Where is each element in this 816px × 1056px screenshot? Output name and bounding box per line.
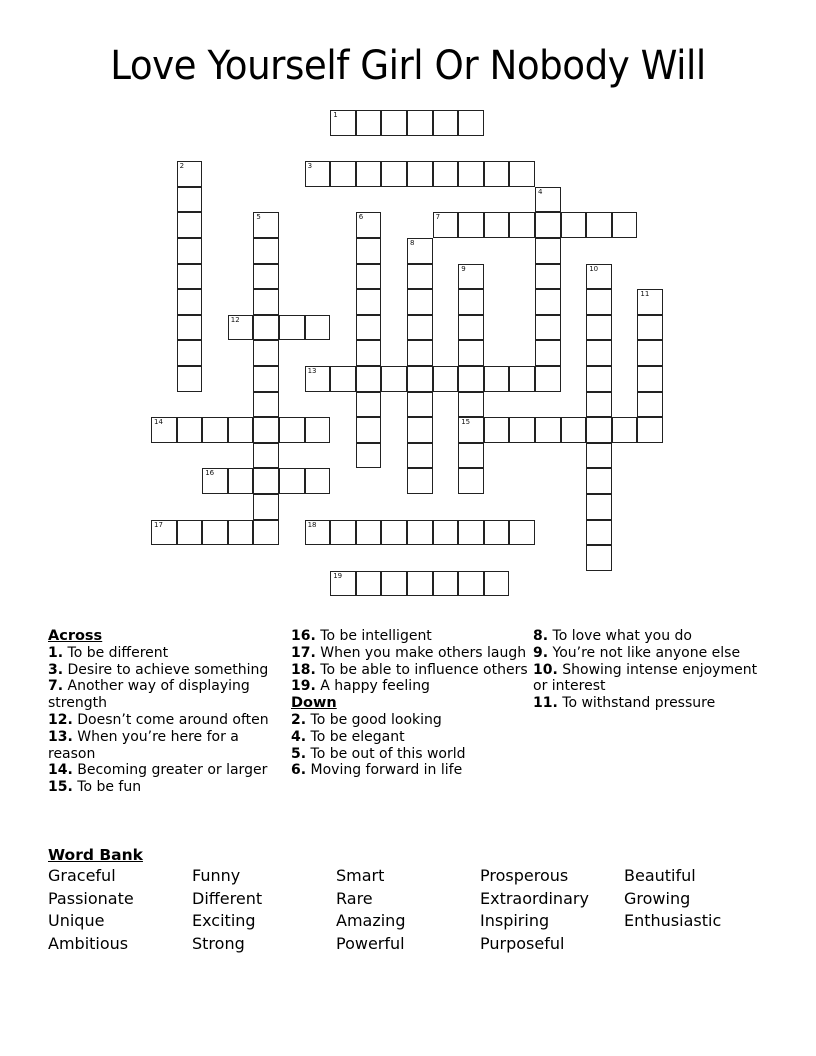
grid-cell[interactable] bbox=[356, 520, 382, 546]
grid-cell[interactable] bbox=[535, 238, 561, 264]
grid-cell[interactable] bbox=[433, 110, 459, 136]
grid-cell[interactable] bbox=[253, 238, 279, 264]
grid-cell[interactable] bbox=[330, 366, 356, 392]
clue-number: 18. bbox=[291, 661, 316, 678]
grid-cell[interactable] bbox=[458, 161, 484, 187]
clue-text: When you make others laugh bbox=[320, 644, 527, 661]
grid-cell[interactable] bbox=[612, 417, 638, 443]
clue-text: To be different bbox=[67, 644, 169, 661]
clues-column-1 bbox=[48, 628, 284, 796]
grid-cell[interactable] bbox=[458, 520, 484, 546]
word-bank-word: Beautiful bbox=[624, 866, 696, 885]
grid-cell[interactable] bbox=[305, 161, 331, 187]
grid-cell[interactable] bbox=[305, 366, 331, 392]
word-bank-word: Strong bbox=[192, 933, 245, 953]
word-bank-word: Inspiring bbox=[480, 911, 550, 931]
grid-cell[interactable] bbox=[177, 520, 203, 546]
cell-number: 8 bbox=[410, 239, 415, 247]
cell-number: 14 bbox=[154, 418, 163, 427]
grid-cell[interactable] bbox=[356, 366, 382, 392]
cell-number: 11 bbox=[640, 290, 650, 299]
grid-cell[interactable] bbox=[458, 340, 484, 366]
clue-text: To be able to influence others bbox=[320, 661, 528, 678]
clue-text: Showing intense enjoyment or interest bbox=[533, 661, 758, 695]
grid-cell[interactable] bbox=[509, 417, 535, 443]
clues-column-3 bbox=[533, 628, 773, 712]
clue-across-16 bbox=[291, 628, 529, 645]
grid-cell[interactable] bbox=[586, 443, 612, 469]
cell-number: 2 bbox=[179, 162, 185, 171]
cell-number: 16 bbox=[205, 469, 215, 478]
grid-cell[interactable] bbox=[253, 392, 279, 418]
grid-cell[interactable] bbox=[407, 315, 433, 341]
grid-cell[interactable] bbox=[407, 340, 433, 366]
grid-cell[interactable] bbox=[586, 366, 612, 392]
grid-cell[interactable] bbox=[228, 520, 254, 546]
grid-cell[interactable] bbox=[228, 417, 254, 443]
cell-number: 13 bbox=[307, 367, 317, 375]
cell-number: 5 bbox=[256, 213, 261, 222]
grid-cell[interactable] bbox=[177, 238, 203, 264]
grid-cell[interactable] bbox=[586, 289, 612, 315]
grid-cell[interactable] bbox=[381, 161, 407, 187]
grid-cell[interactable] bbox=[535, 340, 561, 366]
clue-number: 16. bbox=[291, 628, 316, 644]
word-bank-word: Extraordinary bbox=[480, 888, 589, 908]
word-bank-heading: Word Bank bbox=[48, 846, 143, 864]
grid-cell[interactable] bbox=[253, 289, 279, 315]
grid-cell[interactable] bbox=[458, 468, 484, 494]
grid-cell[interactable] bbox=[279, 315, 305, 341]
grid-cell[interactable] bbox=[407, 238, 433, 264]
clue-text: Moving forward in life bbox=[310, 762, 463, 779]
grid-cell[interactable] bbox=[586, 340, 612, 366]
grid-cell[interactable] bbox=[253, 366, 279, 392]
grid-cell[interactable] bbox=[433, 366, 459, 392]
clue-down-9 bbox=[533, 645, 773, 662]
word-bank-word: Passionate bbox=[48, 888, 134, 908]
clue-text: Desire to achieve something bbox=[67, 661, 269, 678]
word-bank bbox=[48, 845, 788, 955]
grid-cell[interactable] bbox=[253, 494, 279, 520]
grid-cell[interactable] bbox=[484, 161, 510, 187]
grid-cell[interactable] bbox=[253, 340, 279, 366]
grid-cell[interactable] bbox=[586, 494, 612, 520]
grid-cell[interactable] bbox=[586, 468, 612, 494]
grid-cell[interactable] bbox=[381, 571, 407, 597]
clue-number: 12. bbox=[48, 711, 73, 728]
cell-number: 19 bbox=[333, 571, 343, 580]
grid-cell[interactable] bbox=[407, 289, 433, 315]
clue-text: When you’re here for a reason bbox=[48, 728, 239, 762]
grid-cell[interactable] bbox=[407, 443, 433, 469]
grid-cell[interactable] bbox=[356, 340, 382, 366]
grid-cell[interactable] bbox=[535, 417, 561, 443]
clue-number: 4. bbox=[291, 728, 307, 745]
grid-cell[interactable] bbox=[356, 443, 382, 469]
clue-across-15 bbox=[48, 779, 284, 796]
clue-text: To be fun bbox=[77, 779, 142, 796]
clue-down-8 bbox=[533, 628, 773, 645]
clue-number: 9. bbox=[533, 644, 549, 661]
clue-number: 5. bbox=[291, 745, 307, 762]
clue-number: 17. bbox=[291, 644, 316, 661]
down-heading: Down bbox=[291, 695, 337, 712]
grid-cell[interactable] bbox=[509, 161, 535, 187]
grid-cell[interactable] bbox=[330, 571, 356, 597]
grid-cell[interactable] bbox=[637, 366, 663, 392]
clue-across-14 bbox=[48, 762, 284, 779]
clue-number: 8. bbox=[533, 628, 549, 644]
grid-cell[interactable] bbox=[458, 571, 484, 597]
grid-cell[interactable] bbox=[484, 520, 510, 546]
word-bank-word: Amazing bbox=[336, 911, 406, 931]
cell-number: 3 bbox=[307, 162, 313, 171]
grid-cell[interactable] bbox=[177, 340, 203, 366]
grid-cell[interactable] bbox=[151, 417, 177, 443]
across-heading: Across bbox=[48, 628, 103, 644]
clue-down-5 bbox=[291, 746, 529, 763]
grid-cell[interactable] bbox=[356, 289, 382, 315]
grid-cell[interactable] bbox=[637, 289, 663, 315]
grid-cell[interactable] bbox=[509, 520, 535, 546]
cell-number: 12 bbox=[230, 315, 240, 324]
grid-cell[interactable] bbox=[535, 212, 561, 238]
grid-cell[interactable] bbox=[433, 571, 459, 597]
grid-cell[interactable] bbox=[637, 392, 663, 418]
clue-across-13 bbox=[48, 729, 284, 763]
cell-number: 17 bbox=[154, 520, 163, 529]
grid-cell[interactable] bbox=[356, 161, 382, 187]
word-bank-word: Rare bbox=[336, 888, 373, 908]
grid-cell[interactable] bbox=[305, 315, 331, 341]
grid-cell[interactable] bbox=[177, 161, 203, 187]
grid-cell[interactable] bbox=[407, 110, 433, 136]
grid-cell[interactable] bbox=[586, 315, 612, 341]
word-bank-word: Prosperous bbox=[480, 866, 569, 885]
grid-cell[interactable] bbox=[356, 212, 382, 238]
grid-cell[interactable] bbox=[458, 110, 484, 136]
word-bank-word: Funny bbox=[192, 866, 241, 885]
clue-text: Another way of displaying strength bbox=[48, 678, 250, 712]
clue-number: 14. bbox=[48, 762, 73, 779]
grid-cell[interactable] bbox=[484, 417, 510, 443]
grid-cell[interactable] bbox=[637, 417, 663, 443]
grid-cell[interactable] bbox=[407, 468, 433, 494]
clue-text: You’re not like anyone else bbox=[552, 644, 741, 661]
grid-cell[interactable] bbox=[484, 366, 510, 392]
grid-cell[interactable] bbox=[330, 520, 356, 546]
grid-cell[interactable] bbox=[586, 417, 612, 443]
clue-text: To be out of this world bbox=[310, 745, 466, 762]
page-title: Love Yourself Girl Or Nobody Will bbox=[110, 43, 706, 89]
grid-cell[interactable] bbox=[228, 468, 254, 494]
clue-across-19 bbox=[291, 678, 529, 695]
grid-cell[interactable] bbox=[535, 264, 561, 290]
word-bank-word: Purposeful bbox=[480, 933, 565, 953]
word-bank-word: Smart bbox=[336, 866, 385, 885]
grid-cell[interactable] bbox=[177, 187, 203, 213]
grid-cell[interactable] bbox=[458, 264, 484, 290]
grid-cell[interactable] bbox=[356, 110, 382, 136]
grid-cell[interactable] bbox=[177, 289, 203, 315]
grid-cell[interactable] bbox=[458, 392, 484, 418]
grid-cell[interactable] bbox=[586, 264, 612, 290]
grid-cell[interactable] bbox=[202, 520, 228, 546]
grid-cell[interactable] bbox=[561, 212, 587, 238]
grid-cell[interactable] bbox=[535, 315, 561, 341]
grid-cell[interactable] bbox=[612, 212, 638, 238]
grid-cell[interactable] bbox=[407, 571, 433, 597]
word-bank-word: Ambitious bbox=[48, 933, 129, 953]
grid-cell[interactable] bbox=[535, 289, 561, 315]
grid-cell[interactable] bbox=[561, 417, 587, 443]
clue-down-10 bbox=[533, 662, 773, 696]
clue-across-1 bbox=[48, 645, 284, 662]
cell-number: 18 bbox=[307, 520, 317, 529]
grid-cell[interactable] bbox=[433, 520, 459, 546]
grid-cell[interactable] bbox=[458, 417, 484, 443]
grid-cell[interactable] bbox=[356, 571, 382, 597]
grid-cell[interactable] bbox=[177, 366, 203, 392]
cell-number: 10 bbox=[589, 264, 599, 273]
grid-cell[interactable] bbox=[509, 212, 535, 238]
cell-number: 15 bbox=[461, 418, 471, 427]
word-bank-word: Enthusiastic bbox=[624, 911, 722, 931]
clue-text: Doesn’t come around often bbox=[77, 711, 269, 728]
grid-cell[interactable] bbox=[458, 443, 484, 469]
clue-across-12 bbox=[48, 712, 284, 729]
word-bank-list bbox=[48, 865, 788, 955]
word-bank-word: Exciting bbox=[192, 911, 256, 931]
cell-number: 6 bbox=[358, 213, 364, 222]
clue-text: To withstand pressure bbox=[562, 695, 716, 712]
clue-number: 7. bbox=[48, 678, 64, 695]
grid-cell[interactable] bbox=[586, 212, 612, 238]
grid-cell[interactable] bbox=[484, 571, 510, 597]
grid-cell[interactable] bbox=[407, 161, 433, 187]
grid-cell[interactable] bbox=[407, 366, 433, 392]
grid-cell[interactable] bbox=[253, 264, 279, 290]
grid-cell[interactable] bbox=[305, 520, 331, 546]
grid-cell[interactable] bbox=[253, 315, 279, 341]
word-bank-word: Different bbox=[192, 888, 263, 908]
clue-text: To be intelligent bbox=[320, 628, 432, 644]
grid-cell[interactable] bbox=[253, 443, 279, 469]
cell-number: 4 bbox=[538, 187, 543, 196]
clue-number: 11. bbox=[533, 695, 558, 712]
grid-cell[interactable] bbox=[177, 315, 203, 341]
clue-text: Becoming greater or larger bbox=[77, 762, 268, 779]
grid-cell[interactable] bbox=[458, 289, 484, 315]
grid-cell[interactable] bbox=[177, 264, 203, 290]
clue-text: To be good looking bbox=[310, 711, 442, 728]
grid-cell[interactable] bbox=[151, 520, 177, 546]
clue-across-18 bbox=[291, 662, 529, 679]
clue-number: 2. bbox=[291, 711, 307, 728]
grid-cell[interactable] bbox=[535, 187, 561, 213]
grid-cell[interactable] bbox=[253, 520, 279, 546]
clue-number: 6. bbox=[291, 762, 307, 779]
grid-cell[interactable] bbox=[586, 520, 612, 546]
grid-cell[interactable] bbox=[279, 468, 305, 494]
grid-cell[interactable] bbox=[433, 212, 459, 238]
clue-number: 13. bbox=[48, 728, 73, 745]
word-bank-word: Graceful bbox=[48, 866, 116, 885]
clue-number: 19. bbox=[291, 678, 316, 695]
grid-cell[interactable] bbox=[484, 212, 510, 238]
grid-cell[interactable] bbox=[330, 161, 356, 187]
grid-cell[interactable] bbox=[535, 366, 561, 392]
grid-cell[interactable] bbox=[637, 315, 663, 341]
clue-text: To love what you do bbox=[552, 628, 692, 644]
clues-column-2 bbox=[291, 628, 529, 779]
clue-down-4 bbox=[291, 729, 529, 746]
grid-cell[interactable] bbox=[356, 417, 382, 443]
grid-cell[interactable] bbox=[586, 392, 612, 418]
clue-across-17 bbox=[291, 645, 529, 662]
grid-cell[interactable] bbox=[458, 315, 484, 341]
grid-cell[interactable] bbox=[228, 315, 254, 341]
grid-cell[interactable] bbox=[407, 417, 433, 443]
clue-text: A happy feeling bbox=[320, 678, 430, 695]
clue-down-2 bbox=[291, 712, 529, 729]
grid-cell[interactable] bbox=[356, 238, 382, 264]
grid-cell[interactable] bbox=[586, 545, 612, 571]
clue-across-7 bbox=[48, 678, 284, 712]
grid-cell[interactable] bbox=[330, 110, 356, 136]
clue-number: 1. bbox=[48, 644, 64, 661]
cell-number: 7 bbox=[435, 213, 441, 222]
grid-cell[interactable] bbox=[253, 417, 279, 443]
clue-down-6 bbox=[291, 762, 529, 779]
grid-cell[interactable] bbox=[356, 315, 382, 341]
clue-down-11 bbox=[533, 695, 773, 712]
word-bank-word: Growing bbox=[624, 888, 691, 908]
grid-cell[interactable] bbox=[458, 212, 484, 238]
grid-cell[interactable] bbox=[177, 417, 203, 443]
grid-cell[interactable] bbox=[305, 417, 331, 443]
grid-cell[interactable] bbox=[279, 417, 305, 443]
grid-cell[interactable] bbox=[407, 520, 433, 546]
grid-cell[interactable] bbox=[356, 392, 382, 418]
grid-cell[interactable] bbox=[253, 212, 279, 238]
grid-cell[interactable] bbox=[202, 468, 228, 494]
cell-number: 9 bbox=[461, 264, 466, 273]
grid-cell[interactable] bbox=[407, 392, 433, 418]
grid-cell[interactable] bbox=[305, 468, 331, 494]
cell-number: 1 bbox=[333, 111, 338, 119]
clue-text: To be elegant bbox=[310, 728, 405, 745]
clue-number: 15. bbox=[48, 779, 73, 796]
word-bank-word: Powerful bbox=[336, 933, 405, 953]
grid-cell[interactable] bbox=[637, 340, 663, 366]
clue-across-3 bbox=[48, 662, 284, 679]
grid-cell[interactable] bbox=[381, 110, 407, 136]
clue-number: 3. bbox=[48, 661, 64, 678]
clue-number: 10. bbox=[533, 661, 558, 678]
grid-cell[interactable] bbox=[509, 366, 535, 392]
grid-cell[interactable] bbox=[177, 212, 203, 238]
grid-cell[interactable] bbox=[407, 264, 433, 290]
grid-cell[interactable] bbox=[356, 264, 382, 290]
grid-cell[interactable] bbox=[458, 366, 484, 392]
grid-cell[interactable] bbox=[433, 161, 459, 187]
word-bank-word: Unique bbox=[48, 911, 105, 931]
grid-cell[interactable] bbox=[381, 520, 407, 546]
grid-cell[interactable] bbox=[253, 468, 279, 494]
grid-cell[interactable] bbox=[381, 366, 407, 392]
grid-cell[interactable] bbox=[202, 417, 228, 443]
